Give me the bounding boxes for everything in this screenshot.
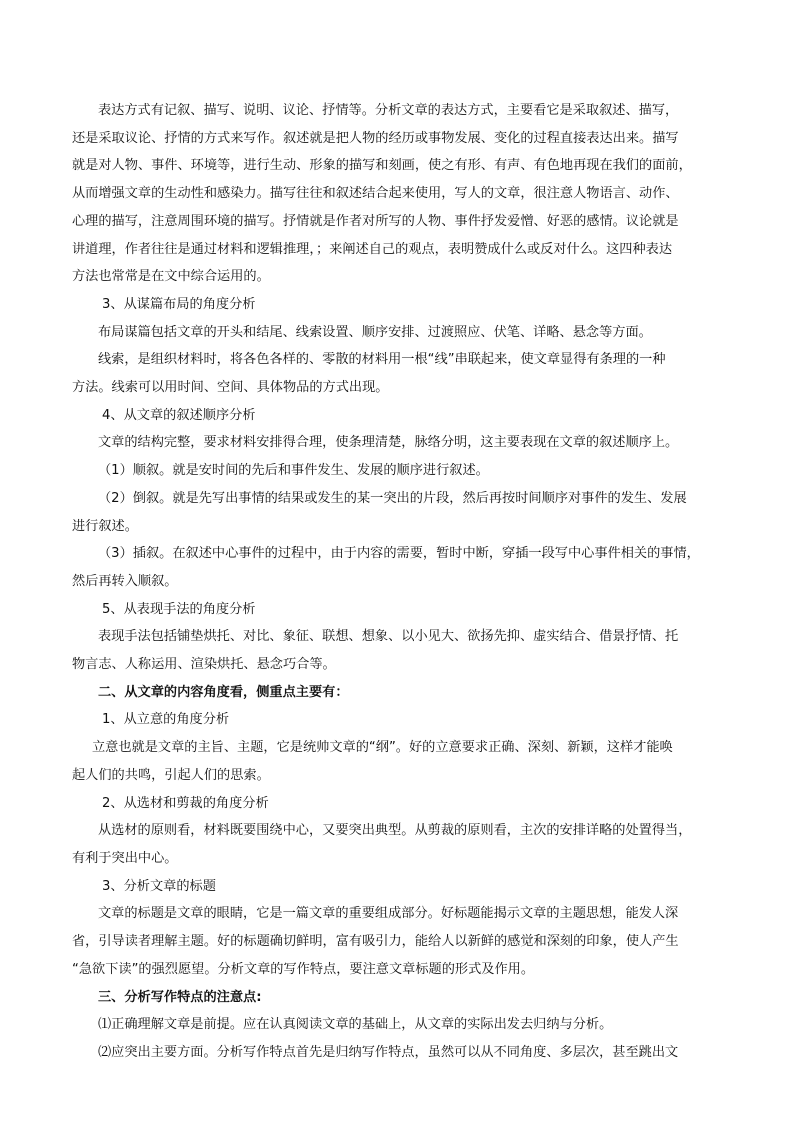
line: 立意也就是文章的主旨、主题，它是统帅文章的“纲”。好的立意要求正确、深刻、新颖，这样才能唤 [92, 740, 673, 756]
line: （1）顺叙。就是安时间的先后和事件发生、发展的顺序进行叙述。 [98, 463, 489, 479]
line: 心理的描写，注意周围环境的描写。抒情就是作者对所写的人物、事件抒发爱憎、好恶的感情。议论就是 [72, 213, 679, 229]
line: 方法。线索可以用时间、空间、具体物品的方式出现。 [72, 380, 389, 396]
line: 文章的结构完整，要求材料安排得合理，使条理清楚，脉络分明，这主要表现在文章的叙述顺序上。 [98, 435, 679, 451]
line: 表现手法包括铺垫烘托、对比、象征、联想、想象、以小见大、欲扬先抑、虚实结合、借景抒情、托 [98, 629, 679, 645]
section-heading: 1、从立意的角度分析 [102, 712, 230, 728]
body-text [72, 97, 722, 1067]
line: 讲道理，作者往往是通过材料和逻辑推理，；来阐述自己的观点，表明赞成什么或反对什么。这四种表达 [72, 241, 673, 257]
line: 就是对人物、事件、环境等，进行生动、形象的描写和刻画，使之有形、有声、有色地再现在我们的面前， [72, 158, 692, 174]
line: 文章的标题是文章的眼睛，它是一篇文章的重要组成部分。好标题能揭示文章的主题思想，能发人深 [98, 906, 679, 922]
line: “急欲下读”的强烈愿望。分析文章的写作特点，要注意文章标题的形式及作用。 [72, 961, 535, 977]
part-heading: 三、分析写作特点的注意点: [98, 989, 262, 1005]
line: 进行叙述。 [72, 518, 138, 534]
line: 表达方式有记叙、描写、说明、议论、抒情等。分析文章的表达方式，主要看它是采取叙述、描写， [98, 103, 679, 118]
section-heading: 4、从文章的叙述顺序分析 [102, 407, 256, 423]
line: ⑵应突出主要方面。分析写作特点首先是归纳写作特点，虽然可以从不同角度、多层次，甚至跳出文 [98, 1044, 679, 1060]
line: 从而增强文章的生动性和感染力。描写往往和叙述结合起来使用，写人的文章，很注意人物语言、动作、 [72, 186, 679, 202]
section-heading: 3、从谋篇布局的角度分析 [102, 296, 256, 312]
line: 然后再转入顺叙。 [72, 573, 178, 589]
line: （3）插叙。在叙述中心事件的过程中，由于内容的需要，暂时中断，穿插一段写中心事件相关的事情， [98, 546, 700, 562]
section-heading: 2、从选材和剪裁的角度分析 [102, 795, 269, 811]
line: 起人们的共鸣，引起人们的思索。 [72, 767, 270, 783]
line: 还是采取议论、抒情的方式来写作。叙述就是把人物的经历或事物发展、变化的过程直接表达出来。描写 [72, 130, 679, 146]
line: 省，引导读者理解主题。好的标题确切鲜明，富有吸引力，能给人以新鲜的感觉和深刻的印象，使人产生 [72, 934, 679, 950]
line: 从选材的原则看，材料既要围绕中心，又要突出典型。从剪裁的原则看，主次的安排详略的处置得当， [98, 823, 692, 839]
section-heading: 5、从表现手法的角度分析 [102, 601, 256, 617]
line: 方法也常常是在文中综合运用的。 [72, 269, 270, 285]
line: 有利于突出中心。 [72, 850, 178, 866]
line: ⑴正确理解文章是前提。应在认真阅读文章的基础上，从文章的实际出发去归纳与分析。 [98, 1017, 613, 1033]
line: 物言志、人称运用、渲染烘托、悬念巧合等。 [72, 657, 336, 673]
line: 布局谋篇包括文章的开头和结尾、线索设置、顺序安排、过渡照应、伏笔、详略、悬念等方面。 [98, 324, 652, 340]
part-heading: 二、从文章的内容角度看，侧重点主要有： [98, 684, 349, 700]
line: 线索，是组织材料时，将各色各样的、零散的材料用一根“线”串联起来，使文章显得有条理的一种 [98, 352, 666, 368]
line: （2）倒叙。就是先写出事情的结果或发生的某一突出的片段，然后再按时间顺序对事件的发生、发展 [98, 490, 687, 506]
section-heading: 3、分析文章的标题 [102, 878, 216, 894]
